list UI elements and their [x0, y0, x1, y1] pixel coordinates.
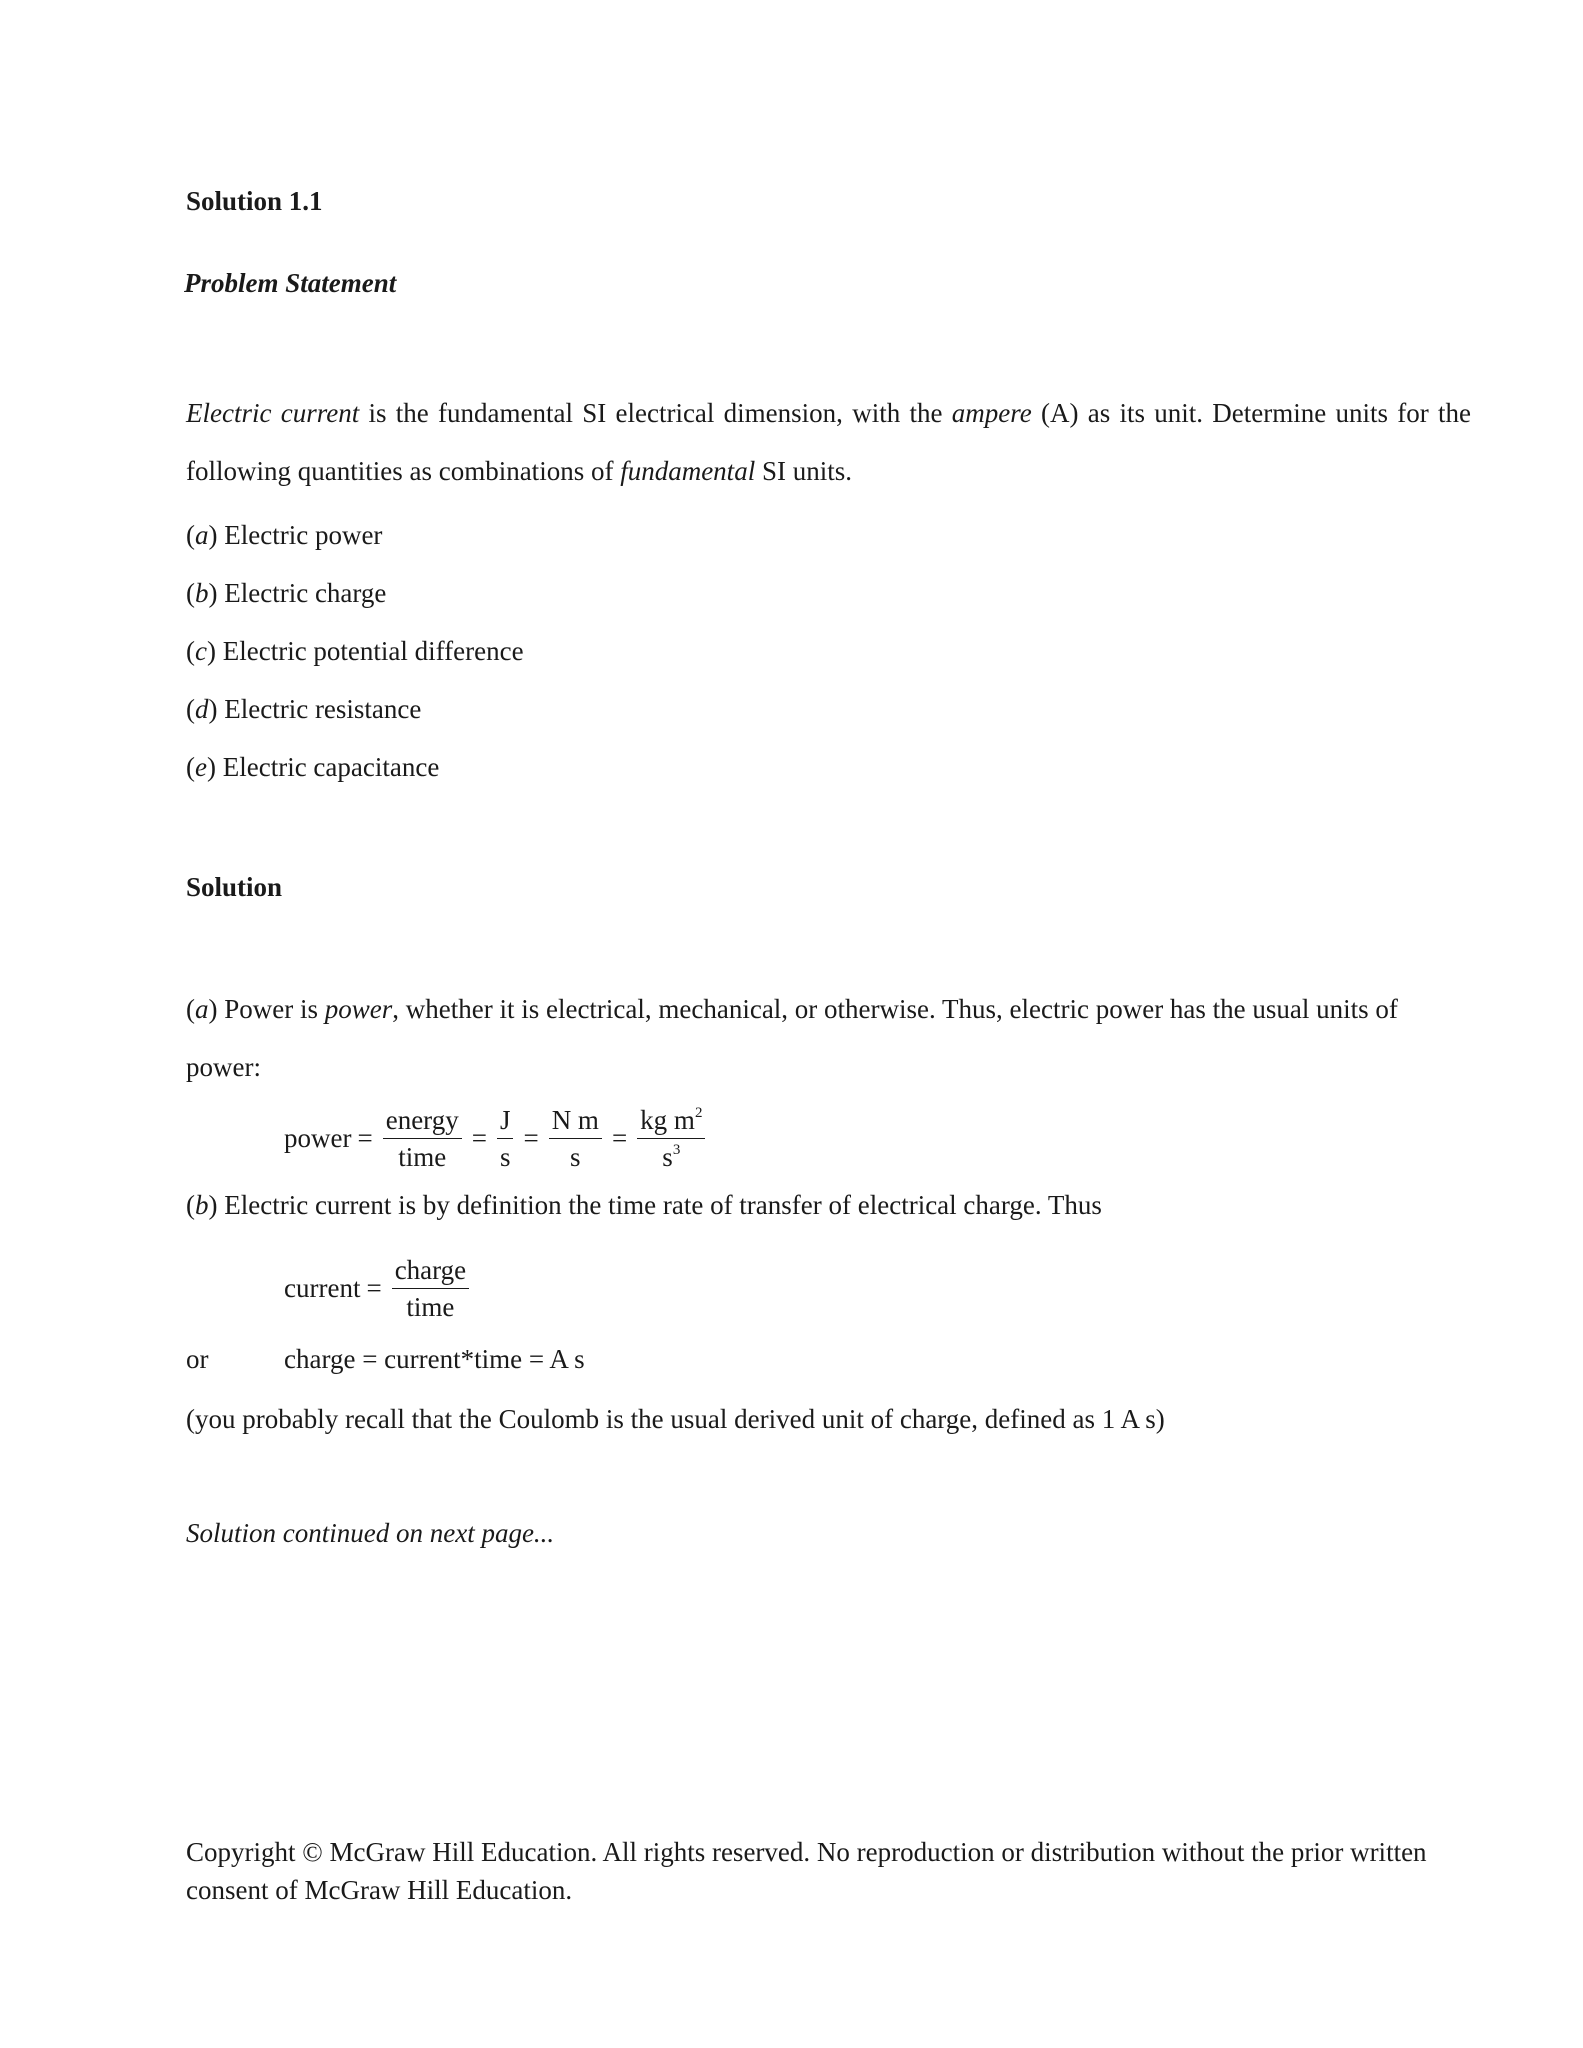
fraction-numerator: energy — [383, 1104, 462, 1139]
fraction-numerator — [637, 1104, 705, 1139]
eq1-lhs: power — [284, 1123, 352, 1153]
eq1-equals: = — [523, 1123, 539, 1153]
item-letter: b — [195, 578, 209, 608]
eq2-equals: = — [366, 1273, 382, 1303]
denominator-exponent: 3 — [672, 1142, 681, 1158]
list-item: (b) Electric charge — [186, 578, 387, 608]
problem-statement-heading: Problem Statement — [184, 268, 397, 298]
eq1-fraction-kgm2-s3 — [637, 1104, 705, 1173]
fraction-denominator: s — [499, 1142, 511, 1172]
item-letter: e — [195, 752, 207, 782]
fraction-denominator: time — [398, 1142, 447, 1172]
item-letter: a — [195, 520, 209, 550]
numerator-exponent: 2 — [694, 1105, 703, 1121]
fraction-denominator: s — [570, 1142, 581, 1172]
eq1-equals: = — [357, 1123, 373, 1153]
fraction-numerator: charge — [392, 1254, 469, 1289]
fraction-numerator: N m — [549, 1104, 602, 1139]
solution-heading: Solution — [186, 872, 283, 902]
part-b-letter: b — [195, 1190, 209, 1220]
eq1-fraction-nm-s — [549, 1104, 602, 1173]
intro-text-1: is the fundamental SI electrical dimension, with the — [359, 398, 952, 428]
part-b-text: Electric current is by definition the time rate of transfer of electrical charge. Thus — [217, 1190, 1102, 1220]
list-item: (d) Electric resistance — [186, 694, 422, 724]
eq3-prefix: or — [186, 1344, 209, 1374]
copyright-footer: Copyright © McGraw Hill Education. All rights reserved. No reproduction or distribution without the prior written consent of McGraw Hill Education. — [186, 1837, 1427, 1905]
intro-text-2: (A) as its unit. Determine units for the following quantities as combinations of — [186, 398, 1471, 486]
fraction-denominator — [659, 1139, 683, 1173]
part-a-term-power: power — [324, 994, 393, 1024]
charge-equation: charge = current*time = A s — [284, 1344, 585, 1374]
intro-term-fundamental: fundamental — [620, 456, 756, 486]
item-letter: c — [195, 636, 207, 666]
fraction-numerator: J — [497, 1104, 514, 1139]
intro-text-3: SI units. — [755, 456, 852, 486]
part-b-paragraph: (b) Electric current is by definition the time rate of transfer of electrical charge. Thus — [186, 1190, 1102, 1220]
list-item: (c) Electric potential difference — [186, 636, 524, 666]
eq1-fraction-energy-time — [383, 1104, 462, 1173]
numerator-base: kg m — [640, 1105, 695, 1135]
item-letter: d — [195, 694, 209, 724]
item-label: Electric resistance — [224, 694, 422, 724]
page-title: Solution 1.1 — [186, 186, 323, 216]
coulomb-note: (you probably recall that the Coulomb is the usual derived unit of charge, defined as 1 A s) — [186, 1404, 1165, 1434]
intro-term-electric-current: Electric current — [186, 398, 360, 428]
item-label: Electric charge — [224, 578, 387, 608]
part-a-letter: a — [195, 994, 209, 1024]
part-a-paragraph: (a) Power is power, whether it is electrical, mechanical, or otherwise. Thus, electric power has the usual units of power: — [186, 994, 1398, 1082]
current-equation — [284, 1254, 473, 1323]
item-label: Electric potential difference — [222, 636, 524, 666]
power-equation — [284, 1104, 709, 1173]
item-label: Electric power — [224, 520, 383, 550]
item-label: Electric capacitance — [222, 752, 440, 782]
eq1-fraction-j-s — [497, 1104, 514, 1173]
problem-intro-paragraph — [186, 384, 1471, 500]
intro-term-ampere: ampere — [951, 398, 1032, 428]
eq1-equals: = — [471, 1123, 487, 1153]
eq1-equals: = — [611, 1123, 628, 1153]
part-a-text-1: Power is — [217, 994, 325, 1024]
continued-note: Solution continued on next page... — [186, 1518, 555, 1548]
eq2-fraction-charge-time — [392, 1254, 469, 1323]
fraction-denominator: time — [406, 1292, 455, 1322]
denominator-base: s — [662, 1142, 673, 1172]
eq2-lhs: current — [284, 1273, 361, 1303]
part-a-text-2: , whether it is electrical, mechanical, or otherwise. Thus, electric power has the usual units of power: — [186, 994, 1398, 1082]
list-item: (e) Electric capacitance — [186, 752, 440, 782]
list-item: (a) Electric power — [186, 520, 383, 550]
